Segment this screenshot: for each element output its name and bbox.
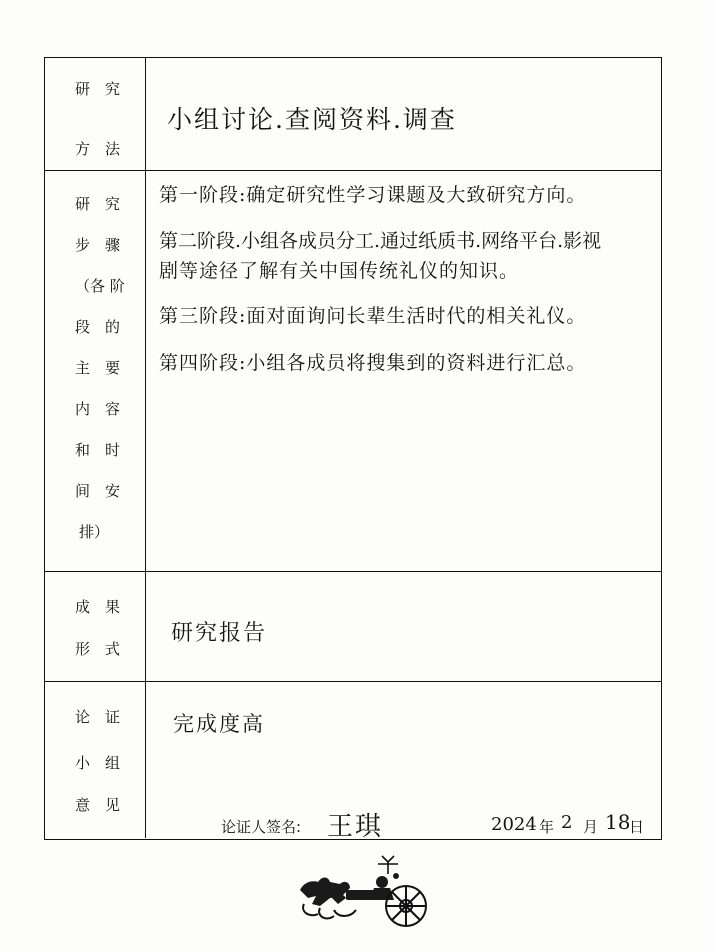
date-month: 2 xyxy=(561,812,575,833)
steps-label-line-2: 步 骤 xyxy=(75,236,121,254)
date-year: 2024 xyxy=(491,814,537,835)
date-month-unit: 月 xyxy=(583,818,599,836)
result-label-line-2: 形 式 xyxy=(75,640,121,658)
steps-label-line-8: 间 安 xyxy=(75,482,121,500)
result-content: 研究报告 xyxy=(171,621,268,646)
date-day-unit: 日 xyxy=(629,818,645,836)
steps-label-line-3: （各 阶 xyxy=(75,277,125,295)
steps-content-line-3: 剧等途径了解有关中国传统礼仪的知识。 xyxy=(159,260,520,282)
steps-content-line-2: 第二阶段.小组各成员分工.通过纸质书.网络平台.影视 xyxy=(159,230,602,252)
row-divider xyxy=(45,571,661,572)
method-content: 小组讨论.查阅资料.调查 xyxy=(167,105,457,134)
date-year-unit: 年 xyxy=(539,818,555,836)
signer-name: 王琪 xyxy=(327,812,384,842)
review-content: 完成度高 xyxy=(173,712,265,736)
row-divider xyxy=(45,681,661,682)
steps-label-line-6: 内 容 xyxy=(75,400,121,418)
column-divider xyxy=(145,58,146,838)
method-label-line-1: 研 究 xyxy=(75,80,121,98)
application-form-table xyxy=(44,57,662,840)
steps-label-line-9: 排） xyxy=(79,523,110,541)
date-day: 18 xyxy=(605,810,631,834)
signature-label: 论证人签名: xyxy=(221,818,302,836)
review-label-line-1: 论 证 xyxy=(75,708,121,726)
steps-label-line-1: 研 究 xyxy=(75,195,121,213)
steps-label-line-5: 主 要 xyxy=(75,359,121,377)
row-divider xyxy=(45,170,661,171)
steps-content-line-4: 第三阶段:面对面询问长辈生活时代的相关礼仪。 xyxy=(159,305,587,327)
steps-label-line-4: 段 的 xyxy=(75,318,121,336)
steps-label-line-7: 和 时 xyxy=(75,441,121,459)
steps-content-line-5: 第四阶段:小组各成员将搜集到的资料进行汇总。 xyxy=(159,352,587,374)
bronze-chariot-emblem-icon xyxy=(290,852,440,932)
method-label-line-2: 方 法 xyxy=(75,140,121,158)
review-label-line-3: 意 见 xyxy=(75,796,121,814)
steps-content-line-1: 第一阶段:确定研究性学习课题及大致研究方向。 xyxy=(159,184,587,206)
review-label-line-2: 小 组 xyxy=(75,754,121,772)
result-label-line-1: 成 果 xyxy=(75,598,121,616)
